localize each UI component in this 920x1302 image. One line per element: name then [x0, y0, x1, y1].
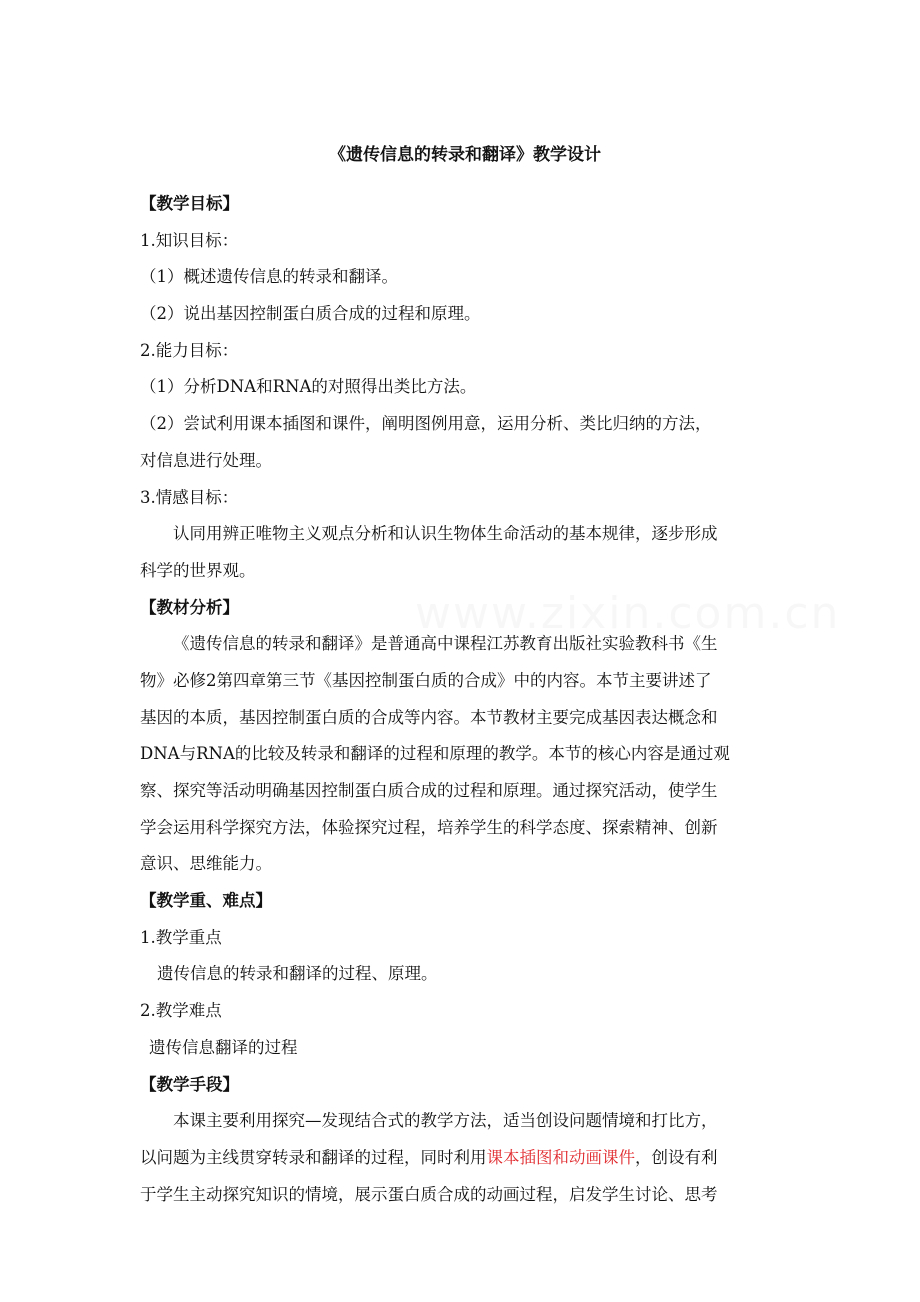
- ability-item-2-line-2: 对信息进行处理。: [140, 450, 272, 470]
- emotion-line-2: 科学的世界观。: [140, 560, 256, 580]
- methods-line-2: [140, 1140, 790, 1177]
- document-title: 《遗传信息的转录和翻译》教学设计: [329, 145, 601, 165]
- focus-label: 1.教学重点: [140, 927, 222, 947]
- ability-item-1: （1）分析DNA和RNA的对照得出类比方法。: [140, 377, 477, 397]
- document-body: [140, 140, 790, 1213]
- objectives-heading: 【教学目标】: [140, 194, 239, 213]
- focus-text: 遗传信息的转录和翻译的过程、原理。: [157, 964, 438, 984]
- knowledge-item-2: （2）说出基因控制蛋白质合成的过程和原理。: [140, 304, 481, 324]
- analysis-line-7: 意识、思维能力。: [140, 854, 272, 874]
- analysis-line-6: 学会运用科学探究方法，体验探究过程，培养学生的科学态度、探索精神、创新: [140, 817, 718, 837]
- methods-line-3: 于学生主动探究知识的情境，展示蛋白质合成的动画过程，启发学生讨论、思考: [140, 1184, 718, 1204]
- methods-line-2-end: ，创设有利: [635, 1147, 718, 1167]
- emotion-label: 3.情感目标：: [140, 487, 239, 507]
- knowledge-label: 1.知识目标：: [140, 230, 239, 250]
- ability-item-2-line-1: （2）尝试利用课本插图和课件，阐明图例用意，运用分析、类比归纳的方法，: [140, 414, 712, 434]
- analysis-line-5: 察、探究等活动明确基因控制蛋白质合成的过程和原理。通过探究活动，使学生: [140, 781, 718, 800]
- key-points-heading: 【教学重、难点】: [140, 891, 272, 911]
- emotion-line-1: 认同用辨正唯物主义观点分析和认识生物体生命活动的基本规律，逐步形成: [173, 524, 718, 544]
- methods-line-1: 本课主要利用探究—发现结合式的教学方法，适当创设问题情境和打比方，: [173, 1111, 718, 1131]
- knowledge-item-1: （1）概述遗传信息的转录和翻译。: [140, 267, 398, 287]
- analysis-heading: 【教材分析】: [140, 597, 239, 617]
- analysis-line-4: DNA与RNA的比较及转录和翻译的过程和原理的教学。本节的核心内容是通过观: [140, 744, 730, 764]
- highlighted-text: 课本插图和动画课件: [486, 1147, 635, 1167]
- ability-label: 2.能力目标：: [140, 340, 239, 360]
- methods-line-2-start: 以问题为主线贯穿转录和翻译的过程，同时利用: [140, 1147, 487, 1167]
- analysis-line-3: 基因的本质，基因控制蛋白质的合成等内容。本节教材主要完成基因表达概念和: [140, 707, 718, 727]
- difficulty-text: 遗传信息翻译的过程: [149, 1037, 298, 1057]
- difficulty-label: 2.教学难点: [140, 1001, 222, 1021]
- methods-heading: 【教学手段】: [140, 1074, 239, 1094]
- analysis-line-1: 《遗传信息的转录和翻译》是普通高中课程江苏教育出版社实验教科书《生: [173, 634, 718, 654]
- watermark: www.zixin.com.cn: [415, 588, 841, 639]
- analysis-line-2: 物》必修2第四章第三节《基因控制蛋白质的合成》中的内容。本节主要讲述了: [140, 670, 712, 690]
